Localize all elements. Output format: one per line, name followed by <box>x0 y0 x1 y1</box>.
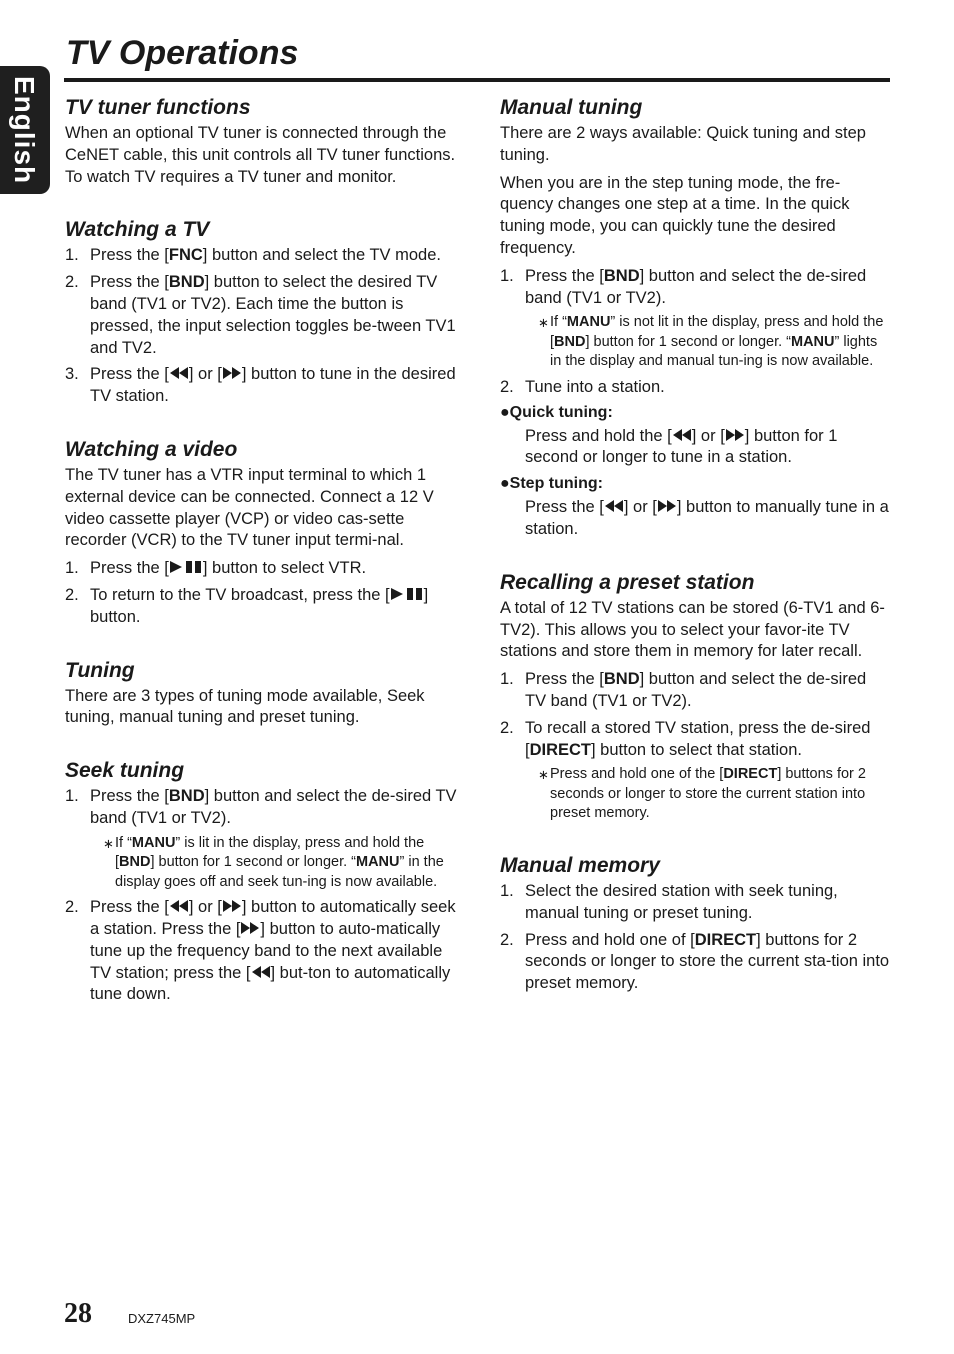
step-text: ] button and select the TV mode. <box>202 246 441 265</box>
note-text: If “ <box>115 834 132 851</box>
tuning-body: There are 3 types of tuning mode available, Seek tuning, manual tuning and preset tuning. <box>65 686 425 727</box>
step-text: Press the [ <box>90 246 169 265</box>
bnd-key: BND <box>603 266 640 285</box>
step-number: 2. <box>65 898 79 917</box>
bnd-key: BND <box>603 670 640 689</box>
note-asterisk: ∗ <box>538 767 549 783</box>
heading-tuning: Tuning <box>65 658 135 682</box>
section-watching-video <box>65 438 457 629</box>
note <box>538 313 890 372</box>
bullet-text: ] or [ <box>623 498 657 517</box>
manual-tuning-p1: There are 2 ways available: Quick tuning and step tuning. <box>500 124 866 164</box>
bullet-text: ] button for 1 second or longer to tune in a station. <box>525 426 838 467</box>
step-number: 2. <box>65 273 79 292</box>
step-number: 1. <box>65 787 79 806</box>
step-text: ] or [ <box>188 365 222 384</box>
manu-key: MANU <box>791 333 835 350</box>
step-number: 1. <box>65 246 79 265</box>
section-manual-memory <box>500 854 890 995</box>
right-column <box>500 92 890 1025</box>
note-text: ” is lit in the display, press and hold the [ <box>115 834 425 871</box>
bullet-dot: ● <box>500 475 510 493</box>
step-text: Press the [ <box>90 559 169 578</box>
heading-manual-tuning: Manual tuning <box>500 96 643 119</box>
rewind-icon <box>251 965 271 979</box>
quick-tuning-body <box>500 426 890 470</box>
note-text: ] button for 1 second or longer. “ <box>585 333 791 350</box>
step-item <box>500 669 890 713</box>
step-item <box>500 718 890 824</box>
watching-video-body: The TV tuner has a VTR input terminal to which 1 external device can be connected. Connect a 12 V video cassette player (VCP) or video cas-sette recorder (VCR) to the TV tuner input termi-nal. <box>65 465 434 550</box>
note-text: ” is not lit in the display, press and hold the [ <box>550 314 884 350</box>
heading-watching-tv: Watching a TV <box>65 218 210 242</box>
note-text: ] buttons for 2 seconds or longer to store the current station into preset memory. <box>550 766 866 822</box>
fast-forward-icon <box>240 921 260 935</box>
watching-video-steps <box>65 558 457 628</box>
manu-key: MANU <box>566 314 611 331</box>
bullet-text: ] button to manually tune in a station. <box>525 498 889 539</box>
step-text: To recall a stored TV station, press the de-sired [ <box>525 718 871 759</box>
watching-tv-steps <box>65 245 457 408</box>
step-item <box>65 245 457 267</box>
direct-key: DIRECT <box>529 740 592 759</box>
step-text: ] button to automatically seek a station. Press the [ <box>90 898 456 939</box>
note-text: ] button for 1 second or longer. “ <box>150 854 356 871</box>
section-tuning <box>65 659 457 730</box>
step-item <box>500 377 890 399</box>
note <box>103 834 457 893</box>
step-text: ] or [ <box>188 898 222 917</box>
manual-tuning-p2: When you are in the step tuning mode, the fre-quency changes one step at a time. In the quick tuning mode, you can quickly tune the desired frequency. <box>500 173 850 257</box>
quick-tuning-heading <box>500 404 890 422</box>
model-number: DXZ745MP <box>128 1311 196 1326</box>
step-number: 2. <box>500 930 514 949</box>
step-number: 1. <box>500 670 514 689</box>
rewind-icon <box>169 366 189 380</box>
step-number: 2. <box>65 585 79 604</box>
step-text: Press the [ <box>525 670 604 689</box>
step-text: Press and hold one of [ <box>525 930 695 949</box>
step-text: ] button and select the de-sired TV band (TV1 or TV2). <box>90 787 457 827</box>
bullet-title: Step tuning: <box>509 475 603 493</box>
step-item <box>65 272 457 359</box>
step-text: Press the [ <box>90 898 169 917</box>
heading-manual-memory: Manual memory <box>500 853 660 877</box>
step-text: Tune into a station. <box>525 377 665 396</box>
step-number: 1. <box>500 266 514 285</box>
fast-forward-icon <box>725 428 745 442</box>
step-number: 2. <box>500 718 514 737</box>
step-text: ] button to select the desired TV band (TV1 or TV2). Each time the button is pressed, the input selection toggles be-tween TV1 and TV2. <box>90 273 456 357</box>
step-text: ] button. <box>90 585 429 626</box>
step-text: Press the [ <box>525 266 604 285</box>
step-item <box>500 266 890 372</box>
heading-seek-tuning: Seek tuning <box>65 759 185 783</box>
bullet-text: ] or [ <box>691 426 725 445</box>
note-text: ” lights in the display and manual tun-ing is now available. <box>550 333 878 370</box>
bnd-key: BND <box>168 273 205 292</box>
step-text: ] button to auto-matically tune up the frequency band to the next available TV station; press the [ <box>90 920 443 982</box>
page-title: TV Operations <box>66 34 299 72</box>
bullet-text: Press the [ <box>525 498 604 517</box>
note-text: Press and hold one of the [ <box>550 766 724 783</box>
step-text: Select the desired station with seek tuning, manual tuning or preset tuning. <box>525 881 838 922</box>
step-tuning-body <box>500 497 890 541</box>
fast-forward-icon <box>222 366 242 380</box>
section-tv-tuner-functions <box>65 96 457 188</box>
language-label: English <box>9 76 40 185</box>
step-item <box>500 930 890 995</box>
step-text: ] button to select that station. <box>591 740 802 759</box>
direct-key: DIRECT <box>694 930 757 949</box>
note <box>538 765 890 824</box>
note-text: ” in the display goes off and seek tun-ing is now available. <box>115 854 444 890</box>
bullet-dot: ● <box>500 403 510 421</box>
step-tuning-heading <box>500 475 890 493</box>
step-text: ] button to tune in the desired TV station. <box>90 365 456 406</box>
bullet-text: Press and hold the [ <box>525 426 672 445</box>
section-seek-tuning <box>65 759 457 1006</box>
bnd-key: BND <box>168 787 205 806</box>
step-item <box>65 897 457 1006</box>
step-text: ] button and select the de-sired TV band (TV1 or TV2). <box>525 670 867 711</box>
step-text: ] button and select the de-sired band (TV1 or TV2). <box>525 266 867 307</box>
manual-tuning-steps <box>500 266 890 399</box>
play-pause-icon <box>390 587 424 601</box>
section-manual-tuning <box>500 96 890 541</box>
direct-key: DIRECT <box>723 766 778 783</box>
manu-key: MANU <box>356 854 400 871</box>
step-number: 1. <box>500 881 514 900</box>
step-text: To return to the TV broadcast, press the [ <box>90 585 390 604</box>
heading-watching-video: Watching a video <box>65 437 238 461</box>
step-item <box>65 558 457 580</box>
step-number: 1. <box>65 559 79 578</box>
step-text: Press the [ <box>90 273 169 292</box>
recalling-preset-steps <box>500 669 890 824</box>
bullet-title: Quick tuning: <box>509 403 613 421</box>
fnc-key: FNC <box>168 246 203 265</box>
play-pause-icon <box>169 560 203 574</box>
page-number: 28 <box>64 1298 92 1329</box>
rewind-icon <box>604 499 624 513</box>
left-column <box>65 92 457 1036</box>
bnd-key: BND <box>554 333 586 350</box>
step-text: Press the [ <box>90 787 169 806</box>
section-recalling-preset <box>500 571 890 824</box>
fast-forward-icon <box>657 499 677 513</box>
step-number: 2. <box>500 377 514 396</box>
fast-forward-icon <box>222 899 242 913</box>
note-asterisk: ∗ <box>538 315 549 331</box>
note-text: If “ <box>550 314 567 331</box>
step-number: 3. <box>65 365 79 384</box>
seek-tuning-steps <box>65 786 457 1006</box>
language-tab <box>0 66 50 194</box>
rewind-icon <box>672 428 692 442</box>
rewind-icon <box>169 899 189 913</box>
bnd-key: BND <box>119 854 151 871</box>
manu-key: MANU <box>131 834 176 851</box>
tv-tuner-body: When an optional TV tuner is connected through the CeNET cable, this unit controls all TV tuner functions. To watch TV requires a TV tuner and monitor. <box>65 124 456 186</box>
note-asterisk: ∗ <box>103 835 114 851</box>
title-rule <box>64 78 890 82</box>
section-watching-tv <box>65 218 457 408</box>
manual-memory-steps <box>500 881 890 995</box>
recalling-preset-body: A total of 12 TV stations can be stored (6-TV1 and 6-TV2). This allows you to select your favor-ite TV stations and store them in memory for later recall. <box>500 598 885 661</box>
step-text: ] buttons for 2 seconds or longer to store the current sta-tion into preset memory. <box>525 930 890 993</box>
step-item <box>500 881 890 925</box>
heading-tv-tuner-functions: TV tuner functions <box>65 96 251 119</box>
step-item <box>65 585 457 629</box>
step-item <box>65 364 457 408</box>
heading-recalling-preset: Recalling a preset station <box>500 570 755 594</box>
step-text: Press the [ <box>90 365 169 384</box>
step-item <box>65 786 457 892</box>
step-text: ] but-ton to automatically tune down. <box>90 963 451 1004</box>
step-text: ] button to select VTR. <box>202 559 367 578</box>
